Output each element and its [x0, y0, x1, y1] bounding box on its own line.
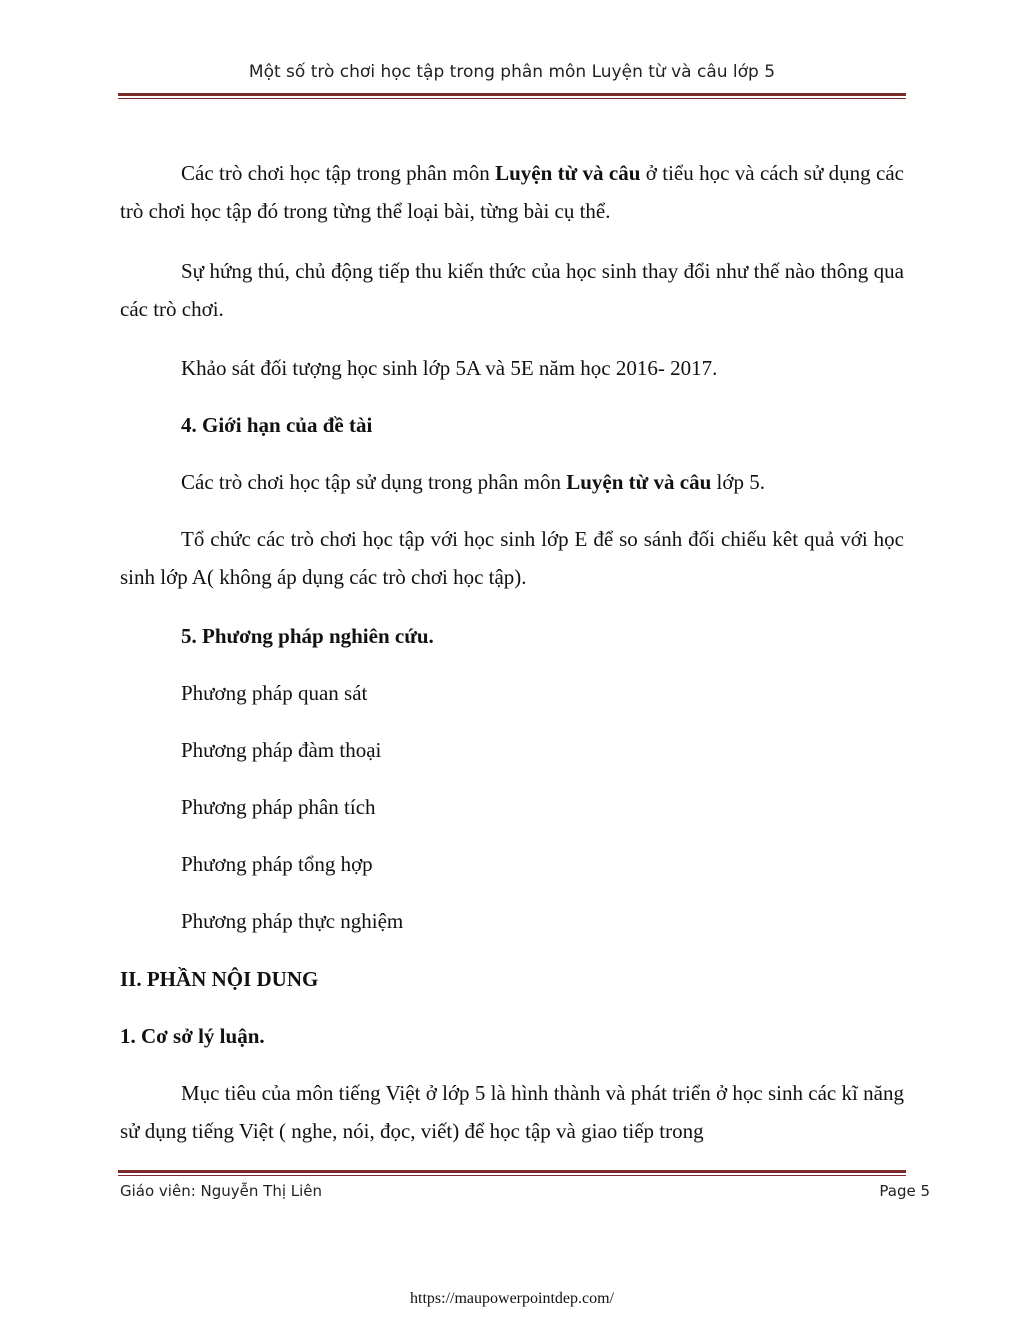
header-divider	[118, 93, 906, 99]
footer-teacher: Giáo viên: Nguyễn Thị Liên	[120, 1182, 323, 1200]
bold-subject-name: Luyện từ và câu	[566, 470, 712, 494]
method-item: Phương pháp đàm thoại	[181, 738, 382, 762]
paragraph-5: Tổ chức các trò chơi học tập với học sinh lớp E để so sánh đối chiếu kêt quả với học sinh lớp A( không áp dụng các trò chơi học tập).	[120, 527, 904, 589]
page-header-title: Một số trò chơi học tập trong phân môn Luyện từ và câu lớp 5	[248, 62, 776, 82]
heading-5: 5. Phương pháp nghiên cứu.	[181, 624, 434, 648]
heading-4: 4. Giới hạn của đề tài	[181, 413, 373, 437]
method-item: Phương pháp thực nghiệm	[181, 909, 404, 933]
paragraph-4: Các trò chơi học tập sử dụng trong phân môn Luyện từ và câu lớp 5.	[181, 470, 765, 494]
paragraph-2: Sự hứng thú, chủ động tiếp thu kiến thức của học sinh thay đổi như thế nào thông qua các trò chơi.	[120, 259, 904, 321]
bold-subject-name: Luyện từ và câu	[495, 161, 641, 185]
subsection-heading: 1. Cơ sở lý luận.	[120, 1024, 265, 1048]
footer-page-number: Page 5	[879, 1182, 930, 1200]
document-body	[120, 150, 904, 1160]
paragraph-6: Mục tiêu của môn tiếng Việt ở lớp 5 là hình thành và phát triển ở học sinh các kĩ năng sử dụng tiếng Việt ( nghe, nói, đọc, viết) để học tập và giao tiếp trong	[120, 1081, 904, 1143]
paragraph-3: Khảo sát đối tượng học sinh lớp 5A và 5E năm học 2016- 2017.	[181, 356, 718, 380]
section-heading: II. PHẦN NỘI DUNG	[120, 967, 319, 991]
method-item: Phương pháp tổng hợp	[181, 852, 373, 876]
paragraph-1: Các trò chơi học tập trong phân môn Luyện từ và câu ở tiểu học và cách sử dụng các trò chơi học tập đó trong từng thể loại bài, từng bài cụ thể.	[120, 161, 904, 223]
footer-divider	[118, 1170, 906, 1176]
method-item: Phương pháp quan sát	[181, 681, 368, 705]
method-item: Phương pháp phân tích	[181, 795, 376, 819]
source-url: https://maupowerpointdep.com/	[410, 1290, 614, 1307]
